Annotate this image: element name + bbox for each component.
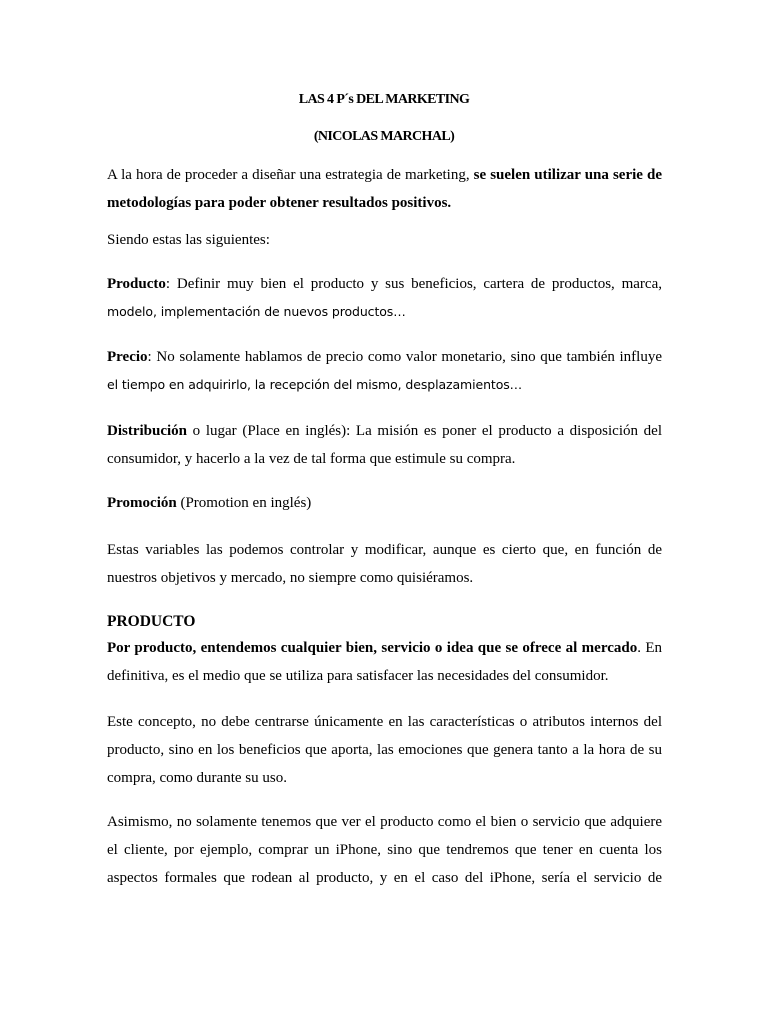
section-heading-producto: PRODUCTO: [107, 613, 196, 630]
distribucion-line-2: consumidor, y hacerlo a la vez de tal forma que estimule su compra.: [107, 451, 516, 467]
intro-bold-text: se suelen utilizar una serie de: [473, 167, 663, 183]
precio-line-2: el tiempo en adquirirlo, la recepción del mismo, desplazamientos…: [107, 377, 523, 392]
promocion-term: Promoción: [107, 495, 177, 511]
concepto-paragraph: Este concepto, no debe centrarse únicamente en las características o atributos internos del producto, sino en los beneficios que aporta, las emociones que genera tanto a la hora de su compra, como durante su uso.: [107, 714, 662, 786]
producto-paragraph: Producto: Definir muy bien el producto y sus beneficios, cartera de productos, marca, modelo, implementación de nuevos productos…: [107, 270, 662, 326]
document-author: (NICOLAS MARCHAL): [313, 129, 455, 144]
asimismo-paragraph: Asimismo, no solamente tenemos que ver el producto como el bien o servicio que adquiere el cliente, por ejemplo, comprar un iPhone, sino que tendremos que tener en cuenta los aspectos formales que rodean al producto, y en el caso del iPhone, sería el servicio de: [107, 814, 662, 886]
definition-bold-text: Por producto, entendemos cualquier bien, servicio o idea que se ofrece al mercado: [107, 640, 638, 656]
distribucion-paragraph: Distribución o lugar (Place en inglés): La misión es poner el producto a disposición del consumidor, y hacerlo a la vez de tal forma que estimule su compra.: [107, 417, 662, 473]
document-title: LAS 4 P´s DEL MARKETING: [298, 92, 470, 107]
intro-bold-line: metodologías para poder obtener resultados positivos.: [107, 195, 452, 211]
definition-paragraph: Por producto, entendemos cualquier bien, servicio o idea que se ofrece al mercado. En definitiva, es el medio que se utiliza para satisfacer las necesidades del consumidor.: [107, 640, 662, 684]
promocion-paragraph: Promoción (Promotion en inglés): [107, 495, 312, 511]
precio-paragraph: Precio: No solamente hablamos de precio como valor monetario, sino que también influye el tiempo en adquirirlo, la recepción del mismo, desplazamientos…: [107, 343, 662, 399]
producto-term: Producto: [107, 276, 166, 292]
list-intro: Siendo estas las siguientes:: [107, 232, 270, 248]
producto-line-2: modelo, implementación de nuevos productos…: [107, 304, 406, 319]
intro-text: A la hora de proceder a diseñar una estrategia de marketing,: [107, 167, 474, 183]
precio-term: Precio: [107, 349, 148, 365]
intro-paragraph: [107, 161, 662, 217]
distribucion-term: Distribución: [107, 423, 188, 439]
variables-paragraph: Estas variables las podemos controlar y modificar, aunque es cierto que, en función de nuestros objetivos y mercado, no siempre como quisiéramos.: [107, 542, 662, 586]
